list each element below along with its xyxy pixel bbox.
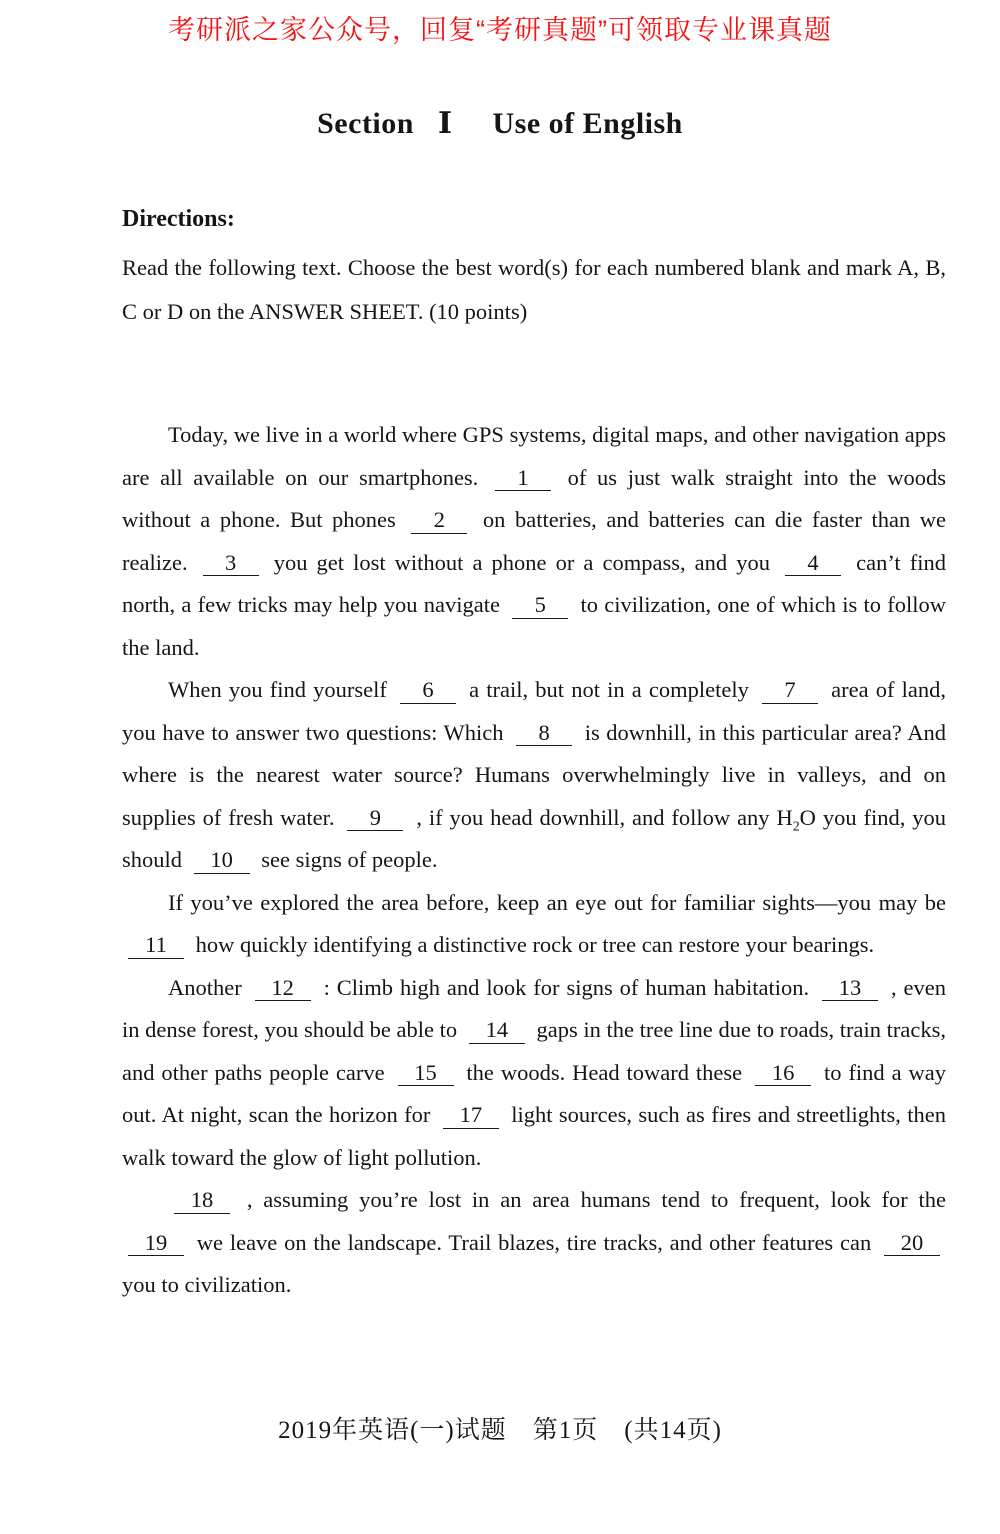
blank-13: 13	[822, 976, 878, 1002]
directions-text: Read the following text. Choose the best word(s) for each numbered blank and mark A, B, C or D on the ANSWER SHEET. (10 points)	[122, 255, 946, 324]
blank-18: 18	[174, 1188, 230, 1214]
blank-10: 10	[194, 848, 250, 874]
blank-6: 6	[400, 678, 456, 704]
section-title: Use of English	[492, 107, 683, 140]
blank-5: 5	[512, 593, 568, 619]
blank-1: 1	[495, 466, 551, 492]
section-label: Section Ⅰ	[317, 107, 453, 140]
blank-11: 11	[128, 933, 184, 959]
subscript: 2	[792, 819, 800, 834]
blank-9: 9	[347, 806, 403, 832]
page-footer: 2019年英语(一)试题 第1页 (共14页)	[278, 1417, 722, 1444]
blank-8: 8	[516, 721, 572, 747]
passage-paragraph: 18 , assuming you’re lost in an area humans tend to frequent, look for the 19 we leave on the landscape. Trail blazes, tire tracks, and other features can 20 you to civilization.	[122, 1187, 946, 1297]
passage-paragraph: If you’ve explored the area before, keep an eye out for familiar sights—you may be 11 how quickly identifying a distinctive rock or tree can restore your bearings.	[122, 882, 946, 967]
page-title	[0, 106, 1000, 141]
passage	[122, 414, 946, 1307]
blank-3: 3	[203, 551, 259, 577]
passage-paragraph: Today, we live in a world where GPS systems, digital maps, and other navigation apps are all available on our smartphones. 1 of us just walk straight into the woods without a phone. But phones 2 on batteries, and batteries can die faster than we realize. 3 you get lost without a phone or a compass, and you 4 can’t find north, a few tricks may help you navigate 5 to civilization, one of which is to follow the land.	[122, 422, 947, 660]
passage-paragraph: When you find yourself 6 a trail, but not in a completely 7 area of land, you have to answer two questions: Which 8 is downhill, in this particular area? And where is the nearest water source? Humans overwhelmingly live in valleys, and on supplies of fresh water. 9 , if you head downhill, and follow any $H_2O$ you find, you should 10 see signs of people.	[122, 677, 946, 872]
blank-19: 19	[128, 1231, 184, 1257]
passage-paragraph: Another 12 : Climb high and look for signs of human habitation. 13 , even in dense forest, you should be able to 14 gaps in the tree line due to roads, train tracks, and other paths people carve 15 the woods. Head toward these 16 to find a way out. At night, scan the horizon for 17 light sources, such as fires and streetlights, then walk toward the glow of light pollution.	[122, 974, 946, 1170]
directions-label: Directions:	[122, 206, 235, 232]
blank-2: 2	[411, 508, 467, 534]
blank-14: 14	[469, 1018, 525, 1044]
blank-17: 17	[443, 1103, 499, 1129]
blank-12: 12	[255, 976, 311, 1002]
blank-16: 16	[755, 1061, 811, 1087]
blank-20: 20	[884, 1231, 940, 1257]
blank-15: 15	[398, 1061, 454, 1087]
promo-banner: 考研派之家公众号，回复“考研真题”可领取专业课真题	[168, 15, 832, 45]
blank-4: 4	[785, 551, 841, 577]
blank-7: 7	[762, 678, 818, 704]
